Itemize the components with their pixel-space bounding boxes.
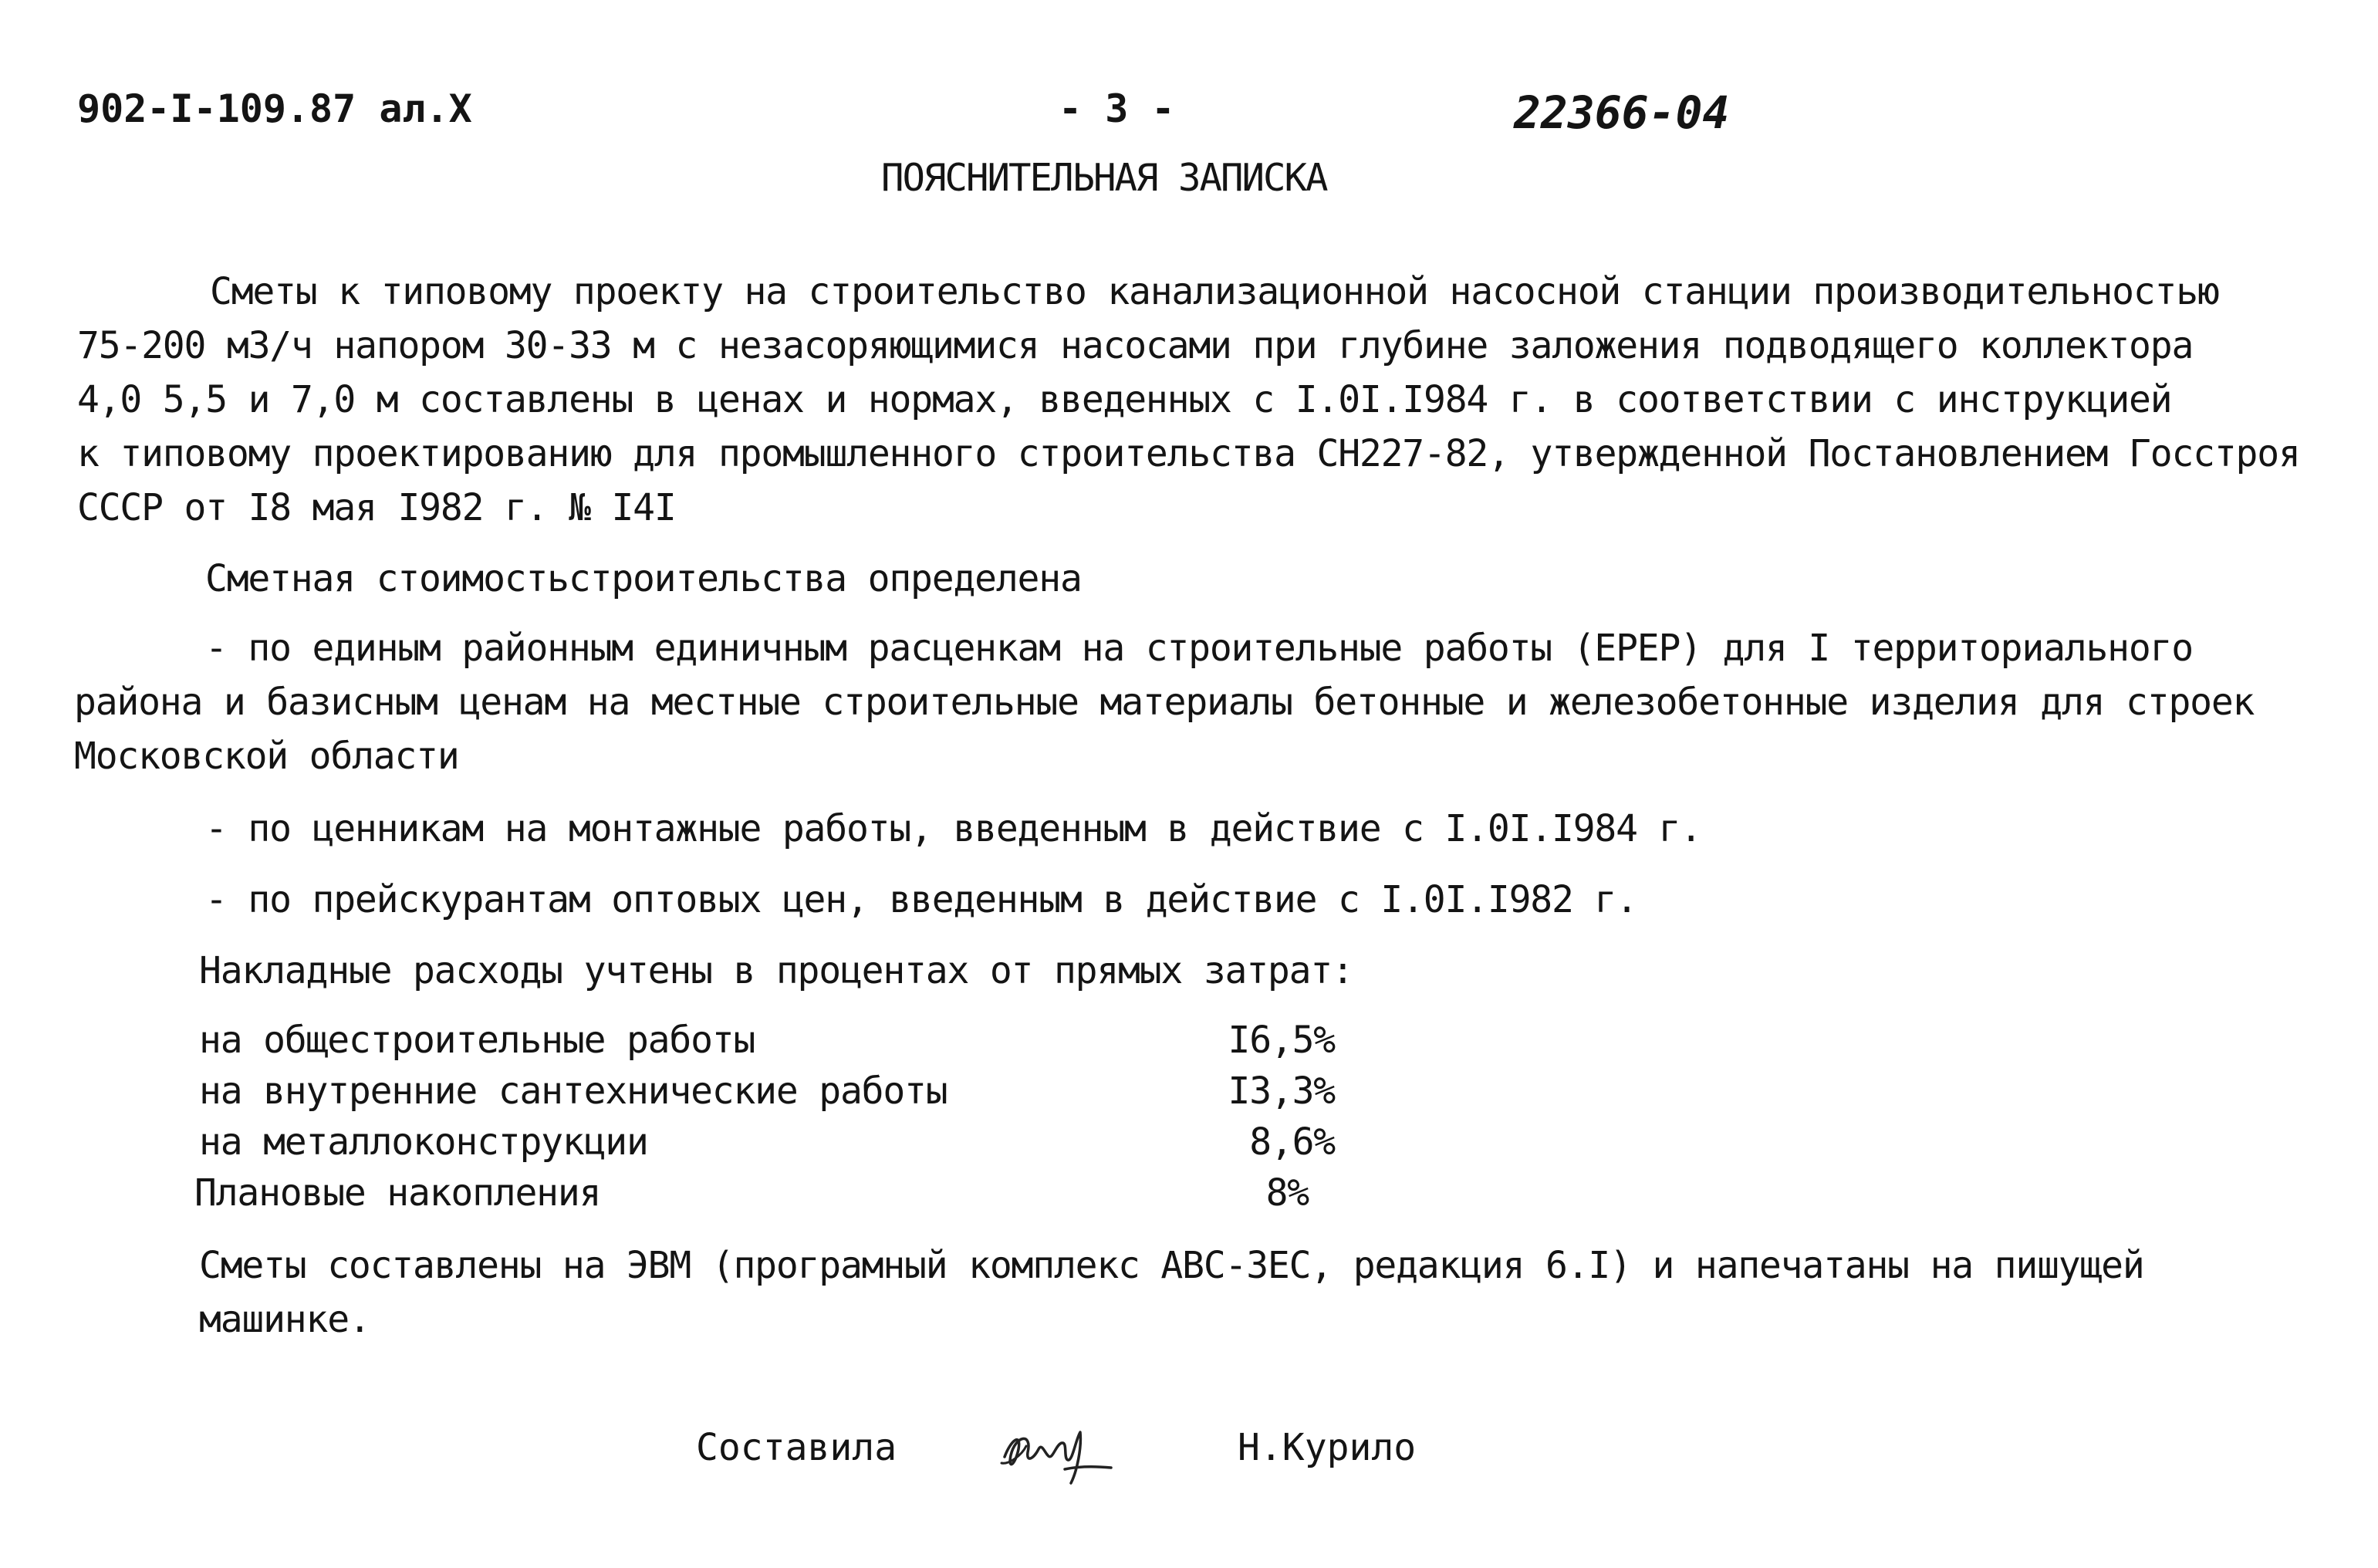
signatory-name: Н.Курило	[1238, 1426, 1417, 1469]
doc-number: 22366-04	[1514, 86, 1730, 139]
computer-note-line: машинке.	[199, 1298, 370, 1341]
intro-line: к типовому проектированию для промышленного строительства СН227-82, утвержденной Постановлением Госстроя	[77, 432, 2300, 475]
rate-label: Плановые накопления	[194, 1171, 601, 1215]
bullet-line: - по ценникам на монтажные работы, введенным в действие с I.0I.I984 г.	[205, 807, 1701, 850]
rate-label: на общестроительные работы	[199, 1019, 755, 1062]
rate-value: 8%	[1265, 1171, 1309, 1215]
intro-line: Сметы к типовому проекту на строительство канализационной насосной станции производительностью	[210, 270, 2219, 313]
intro-line: 75-200 м3/ч напором 30-33 м с незасоряющимися насосами при глубине заложения подводящего коллектора	[77, 324, 2194, 367]
bullet-line: района и базисным ценам на местные строительные материалы бетонные и железобетонные изделия для строек	[74, 681, 2255, 724]
bullet-line: - по единым районным единичным расценкам на строительные работы (ЕРЕР) для I территориального	[205, 627, 2193, 670]
rate-value: I3,3%	[1228, 1070, 1335, 1113]
handwritten-signature	[988, 1409, 1119, 1494]
rate-label: на металлоконструкции	[199, 1120, 648, 1164]
intro-line: СССР от I8 мая I982 г. № I4I	[77, 486, 676, 529]
bullet-line: Московской области	[74, 735, 459, 778]
signature-label: Составила	[696, 1426, 897, 1469]
overhead-heading: Накладные расходы учтены в процентах от прямых затрат:	[199, 949, 1353, 992]
rate-value: 8,6%	[1249, 1120, 1335, 1164]
rate-value: I6,5%	[1228, 1019, 1335, 1062]
rate-label: на внутренние сантехнические работы	[199, 1070, 947, 1113]
page-number: - 3 -	[1059, 86, 1175, 131]
header-code: 902-I-109.87 ал.X	[77, 86, 472, 131]
cost-heading: Сметная стоимостьстроительства определена	[205, 557, 1082, 600]
computer-note-line: Сметы составлены на ЭВМ (програмный комплекс АВС-ЗЕС, редакция 6.I) и напечатаны на пишущей	[199, 1244, 2144, 1287]
bullet-line: - по прейскурантам оптовых цен, введенным в действие с I.0I.I982 г.	[205, 878, 1637, 921]
page-title: ПОЯСНИТЕЛЬНАЯ ЗАПИСКА	[881, 156, 1327, 200]
intro-line: 4,0 5,5 и 7,0 м составлены в ценах и нормах, введенных с I.0I.I984 г. в соответствии с инструкцией	[77, 378, 2172, 421]
